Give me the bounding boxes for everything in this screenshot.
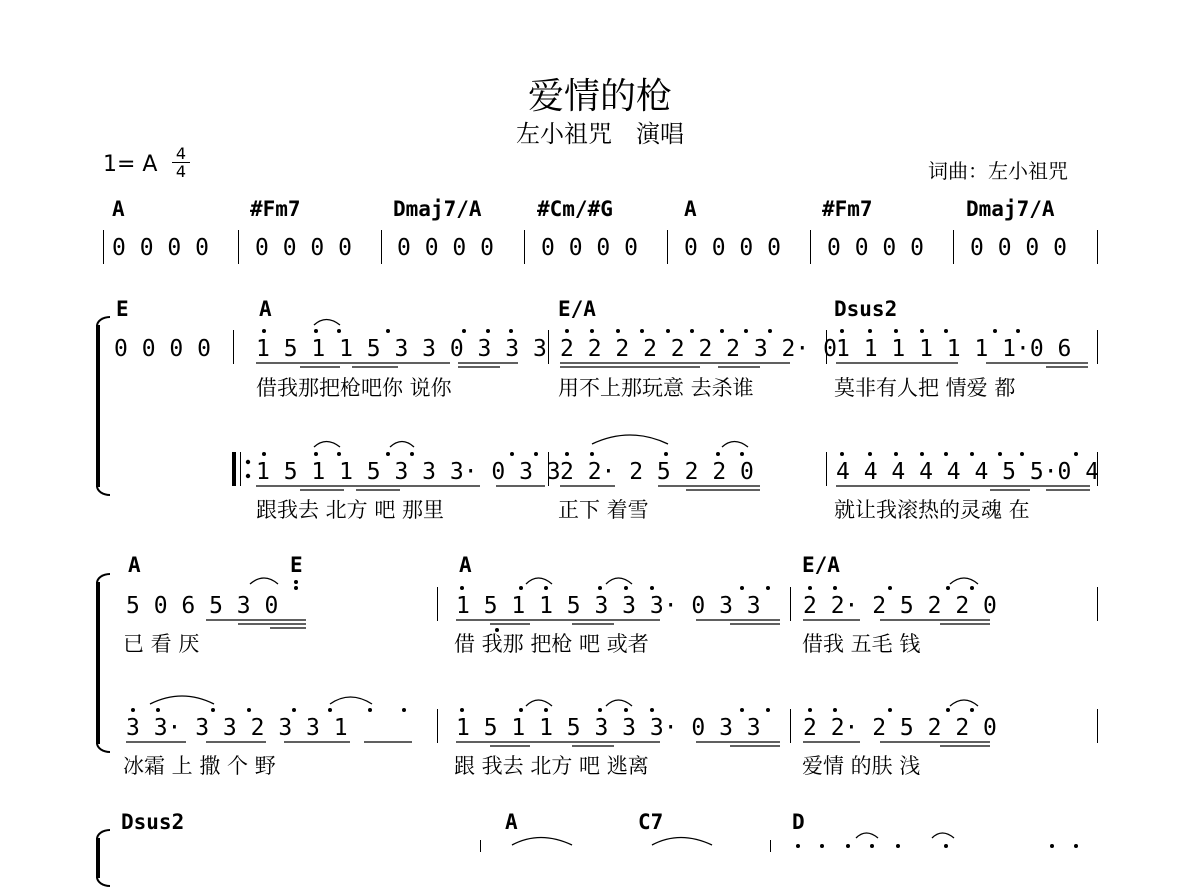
bar-line xyxy=(437,587,438,621)
notes-measure: 1 1 1 1 1 1 1·0 6 xyxy=(836,336,1072,362)
bar-line xyxy=(548,452,549,486)
chord-label: A xyxy=(259,297,272,321)
system-bracket xyxy=(96,838,100,878)
repeat-start xyxy=(232,452,236,486)
lyric-line: 借 我那 把枪 吧 或者 xyxy=(454,632,649,656)
chord-label: Dmaj7/A xyxy=(966,197,1055,221)
chord-label: A xyxy=(505,810,518,834)
notes-measure: 0 0 0 0 xyxy=(114,336,211,362)
notes-measure: 2 2· 2 5 2 2 0 xyxy=(803,715,997,741)
lyric-line: 正下 着雪 xyxy=(558,498,649,522)
bar-line xyxy=(953,230,954,264)
time-signature-bottom: 4 xyxy=(175,162,187,181)
notes-measure: 1 5 1 1 5 3 3 3· 0 3 3 xyxy=(256,459,561,485)
chord-label: Dmaj7/A xyxy=(393,197,482,221)
bar-line xyxy=(826,452,827,486)
notes-measure: 5 0 6 5 3 0 xyxy=(126,593,279,619)
performer-line: 左小祖咒 演唱 xyxy=(516,120,684,148)
bar-line xyxy=(238,230,239,264)
notes-measure: 1 5 1 1 5 3 3 0 3 3 3 xyxy=(256,336,547,362)
lyric-line: 已 看 厌 xyxy=(123,632,200,656)
chord-label: #Fm7 xyxy=(250,197,301,221)
bar-line xyxy=(1097,709,1098,743)
key-signature: 1= A xyxy=(103,152,158,177)
bar-line xyxy=(667,230,668,264)
time-signature xyxy=(172,146,190,179)
bar-line xyxy=(770,840,771,852)
notes-measure: 1 5 1 1 5 3 3 3· 0 3 3 xyxy=(456,715,761,741)
bar-line xyxy=(1097,452,1098,486)
chord-label: #Cm/#G xyxy=(537,197,613,221)
chord-label: E xyxy=(290,553,303,577)
bar-line xyxy=(1097,330,1098,364)
chord-label: D xyxy=(792,810,805,834)
lyric-line: 用不上那玩意 去杀谁 xyxy=(558,376,754,400)
bar-line xyxy=(480,840,481,852)
chord-label: A xyxy=(112,197,125,221)
bar-line xyxy=(233,330,234,364)
lyric-line: 莫非有人把 情爱 都 xyxy=(834,376,1016,400)
bar-line xyxy=(437,709,438,743)
bar-line xyxy=(381,230,382,264)
notes-measure: 3 3· 3 3 2 3 3 1 xyxy=(126,715,348,741)
notes-measure: 2 2· 2 5 2 2 0 xyxy=(560,459,754,485)
bar-line xyxy=(240,452,241,486)
credits: 词曲：左小祖咒 xyxy=(928,159,1068,183)
bar-line xyxy=(790,709,791,743)
lyric-line: 借我那把枪吧你 说你 xyxy=(256,376,452,400)
chord-label: E/A xyxy=(802,553,840,577)
notes-measure: 0 0 0 0 xyxy=(970,235,1067,261)
chord-label: Dsus2 xyxy=(121,810,185,834)
chord-label: A xyxy=(684,197,697,221)
bar-line xyxy=(1097,587,1098,621)
notes-measure: 2 2· 2 5 2 2 0 xyxy=(803,593,997,619)
lyric-line: 冰霜 上 撒 个 野 xyxy=(123,754,276,778)
system-bracket xyxy=(96,325,100,487)
lyric-line: 跟我去 北方 吧 那里 xyxy=(256,498,445,522)
system-bracket xyxy=(96,582,100,744)
chord-label: C7 xyxy=(638,810,664,834)
notes-measure: 1 5 1 1 5 3 3 3· 0 3 3 xyxy=(456,593,761,619)
notes-measure: 0 0 0 0 xyxy=(541,235,638,261)
bar-line xyxy=(548,330,549,364)
notes-measure: 0 0 0 0 xyxy=(112,235,209,261)
notes-measure: 0 0 0 0 xyxy=(397,235,494,261)
chord-label: #Fm7 xyxy=(822,197,873,221)
bar-line xyxy=(103,230,104,264)
chord-label: Dsus2 xyxy=(834,297,898,321)
notes-measure: 0 0 0 0 xyxy=(827,235,924,261)
bar-line xyxy=(790,587,791,621)
lyric-line: 爱情 的肤 浅 xyxy=(802,754,921,778)
chord-label: A xyxy=(459,553,472,577)
bar-line xyxy=(810,230,811,264)
bar-line xyxy=(524,230,525,264)
lyric-line: 就让我滚热的灵魂 在 xyxy=(834,498,1030,522)
notes-measure: 4 4 4 4 4 4 5 5·0 4 xyxy=(836,459,1100,485)
notes-measure: 0 0 0 0 xyxy=(255,235,352,261)
bar-line xyxy=(826,330,827,364)
song-title: 爱情的枪 xyxy=(527,76,672,117)
lyric-line: 跟 我去 北方 吧 逃离 xyxy=(454,754,649,778)
lyric-line: 借我 五毛 钱 xyxy=(802,632,921,656)
chord-label: E xyxy=(116,297,129,321)
chord-label: E/A xyxy=(558,297,596,321)
notes-measure: 2 2 2 2 2 2 2 3 2· 0 xyxy=(560,336,837,362)
bar-line xyxy=(1097,230,1098,264)
time-signature-top: 4 xyxy=(175,144,187,163)
chord-label: A xyxy=(128,553,141,577)
notes-measure: 0 0 0 0 xyxy=(684,235,781,261)
